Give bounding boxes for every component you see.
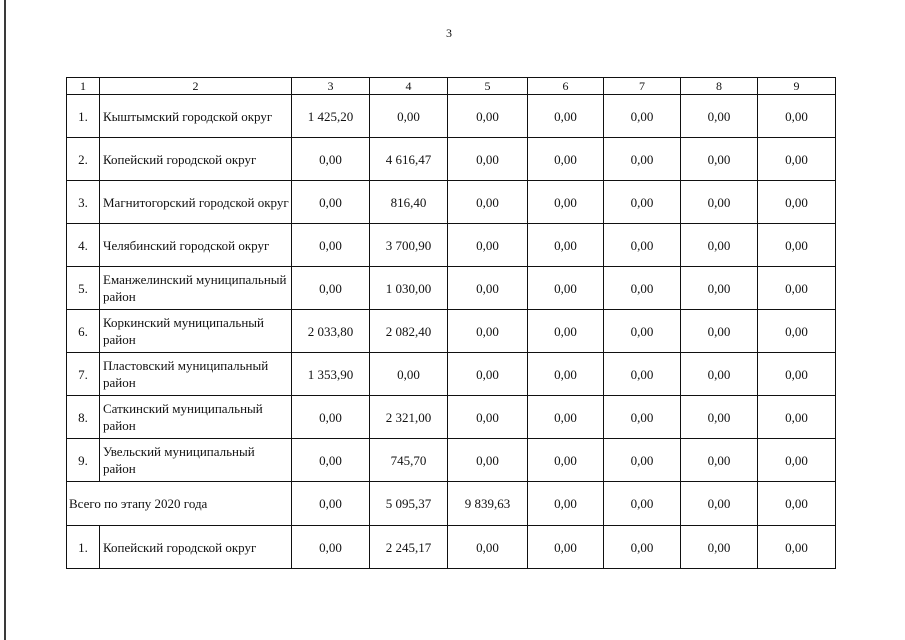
table-row <box>67 181 836 224</box>
row-number-cell: 3. <box>67 181 100 224</box>
value-cell: 0,00 <box>448 439 528 482</box>
value-cell: 0,00 <box>604 439 681 482</box>
row-number-cell: 7. <box>67 353 100 396</box>
value-cell: 0,00 <box>528 526 604 569</box>
row-number-cell: 9. <box>67 439 100 482</box>
table-row <box>67 396 836 439</box>
row-number-cell: 1. <box>67 95 100 138</box>
row-number-cell: 6. <box>67 310 100 353</box>
value-cell: 0,00 <box>604 138 681 181</box>
value-cell: 0,00 <box>681 353 758 396</box>
total-value-cell: 5 095,37 <box>370 482 448 526</box>
value-cell: 0,00 <box>448 224 528 267</box>
municipality-name-cell: Увельский муниципальный район <box>100 439 292 482</box>
value-cell: 0,00 <box>292 181 370 224</box>
header-cell: 1 <box>67 78 100 95</box>
total-label-cell: Всего по этапу 2020 года <box>67 482 292 526</box>
row-number-cell: 8. <box>67 396 100 439</box>
total-row <box>67 482 836 526</box>
value-cell: 0,00 <box>370 95 448 138</box>
value-cell: 0,00 <box>604 224 681 267</box>
value-cell: 0,00 <box>758 396 836 439</box>
value-cell: 0,00 <box>528 310 604 353</box>
municipality-name-cell: Еманжелинский муниципальный район <box>100 267 292 310</box>
value-cell: 0,00 <box>604 267 681 310</box>
table-row <box>67 310 836 353</box>
value-cell: 0,00 <box>292 224 370 267</box>
row-number-cell: 5. <box>67 267 100 310</box>
table-row <box>67 353 836 396</box>
header-cell: 6 <box>528 78 604 95</box>
municipality-name-cell: Саткинский муниципальный район <box>100 396 292 439</box>
municipality-name-cell: Коркинский муниципальный район <box>100 310 292 353</box>
value-cell: 0,00 <box>528 181 604 224</box>
total-value-cell: 9 839,63 <box>448 482 528 526</box>
value-cell: 0,00 <box>681 439 758 482</box>
value-cell: 0,00 <box>448 267 528 310</box>
value-cell: 2 033,80 <box>292 310 370 353</box>
value-cell: 0,00 <box>758 181 836 224</box>
municipality-name-cell: Магнитогорский городской округ <box>100 181 292 224</box>
value-cell: 0,00 <box>528 396 604 439</box>
value-cell: 0,00 <box>758 95 836 138</box>
value-cell: 0,00 <box>758 224 836 267</box>
value-cell: 1 425,20 <box>292 95 370 138</box>
value-cell: 816,40 <box>370 181 448 224</box>
value-cell: 0,00 <box>758 138 836 181</box>
header-cell: 7 <box>604 78 681 95</box>
value-cell: 1 353,90 <box>292 353 370 396</box>
value-cell: 0,00 <box>292 439 370 482</box>
value-cell: 0,00 <box>758 526 836 569</box>
table-row <box>67 138 836 181</box>
value-cell: 0,00 <box>370 353 448 396</box>
value-cell: 0,00 <box>681 138 758 181</box>
header-cell: 4 <box>370 78 448 95</box>
value-cell: 0,00 <box>758 267 836 310</box>
page-left-edge <box>4 0 6 640</box>
value-cell: 0,00 <box>528 353 604 396</box>
value-cell: 0,00 <box>604 310 681 353</box>
value-cell: 0,00 <box>448 181 528 224</box>
value-cell: 0,00 <box>292 267 370 310</box>
total-value-cell: 0,00 <box>528 482 604 526</box>
value-cell: 0,00 <box>681 181 758 224</box>
value-cell: 0,00 <box>448 95 528 138</box>
total-value-cell: 0,00 <box>604 482 681 526</box>
table-row <box>67 267 836 310</box>
value-cell: 0,00 <box>681 267 758 310</box>
table-row <box>67 95 836 138</box>
municipality-name-cell: Копейский городской округ <box>100 138 292 181</box>
header-cell: 9 <box>758 78 836 95</box>
value-cell: 0,00 <box>758 353 836 396</box>
value-cell: 0,00 <box>448 396 528 439</box>
value-cell: 0,00 <box>448 353 528 396</box>
page-number: 3 <box>446 26 452 40</box>
value-cell: 0,00 <box>528 224 604 267</box>
value-cell: 0,00 <box>604 181 681 224</box>
value-cell: 0,00 <box>448 526 528 569</box>
value-cell: 0,00 <box>528 138 604 181</box>
header-cell: 8 <box>681 78 758 95</box>
value-cell: 0,00 <box>758 439 836 482</box>
total-value-cell: 0,00 <box>758 482 836 526</box>
value-cell: 3 700,90 <box>370 224 448 267</box>
table-row <box>67 526 836 569</box>
value-cell: 0,00 <box>292 526 370 569</box>
table-header-row <box>67 78 836 95</box>
value-cell: 0,00 <box>681 95 758 138</box>
value-cell: 0,00 <box>681 396 758 439</box>
value-cell: 2 245,17 <box>370 526 448 569</box>
value-cell: 0,00 <box>528 95 604 138</box>
value-cell: 0,00 <box>528 267 604 310</box>
value-cell: 0,00 <box>758 310 836 353</box>
value-cell: 0,00 <box>604 526 681 569</box>
value-cell: 0,00 <box>681 310 758 353</box>
row-number-cell: 2. <box>67 138 100 181</box>
table-row <box>67 224 836 267</box>
municipality-name-cell: Кыштымский городской округ <box>100 95 292 138</box>
total-value-cell: 0,00 <box>681 482 758 526</box>
value-cell: 2 321,00 <box>370 396 448 439</box>
value-cell: 0,00 <box>448 138 528 181</box>
value-cell: 0,00 <box>292 396 370 439</box>
value-cell: 1 030,00 <box>370 267 448 310</box>
value-cell: 0,00 <box>448 310 528 353</box>
header-cell: 3 <box>292 78 370 95</box>
data-table <box>66 77 836 569</box>
row-number-cell: 1. <box>67 526 100 569</box>
row-number-cell: 4. <box>67 224 100 267</box>
value-cell: 4 616,47 <box>370 138 448 181</box>
municipality-name-cell: Пластовский муниципальный район <box>100 353 292 396</box>
value-cell: 0,00 <box>604 95 681 138</box>
value-cell: 0,00 <box>292 138 370 181</box>
value-cell: 0,00 <box>681 526 758 569</box>
total-value-cell: 0,00 <box>292 482 370 526</box>
municipality-name-cell: Челябинский городской округ <box>100 224 292 267</box>
header-cell: 2 <box>100 78 292 95</box>
value-cell: 0,00 <box>604 353 681 396</box>
value-cell: 0,00 <box>604 396 681 439</box>
value-cell: 745,70 <box>370 439 448 482</box>
value-cell: 0,00 <box>528 439 604 482</box>
value-cell: 2 082,40 <box>370 310 448 353</box>
municipality-name-cell: Копейский городской округ <box>100 526 292 569</box>
value-cell: 0,00 <box>681 224 758 267</box>
table-row <box>67 439 836 482</box>
header-cell: 5 <box>448 78 528 95</box>
